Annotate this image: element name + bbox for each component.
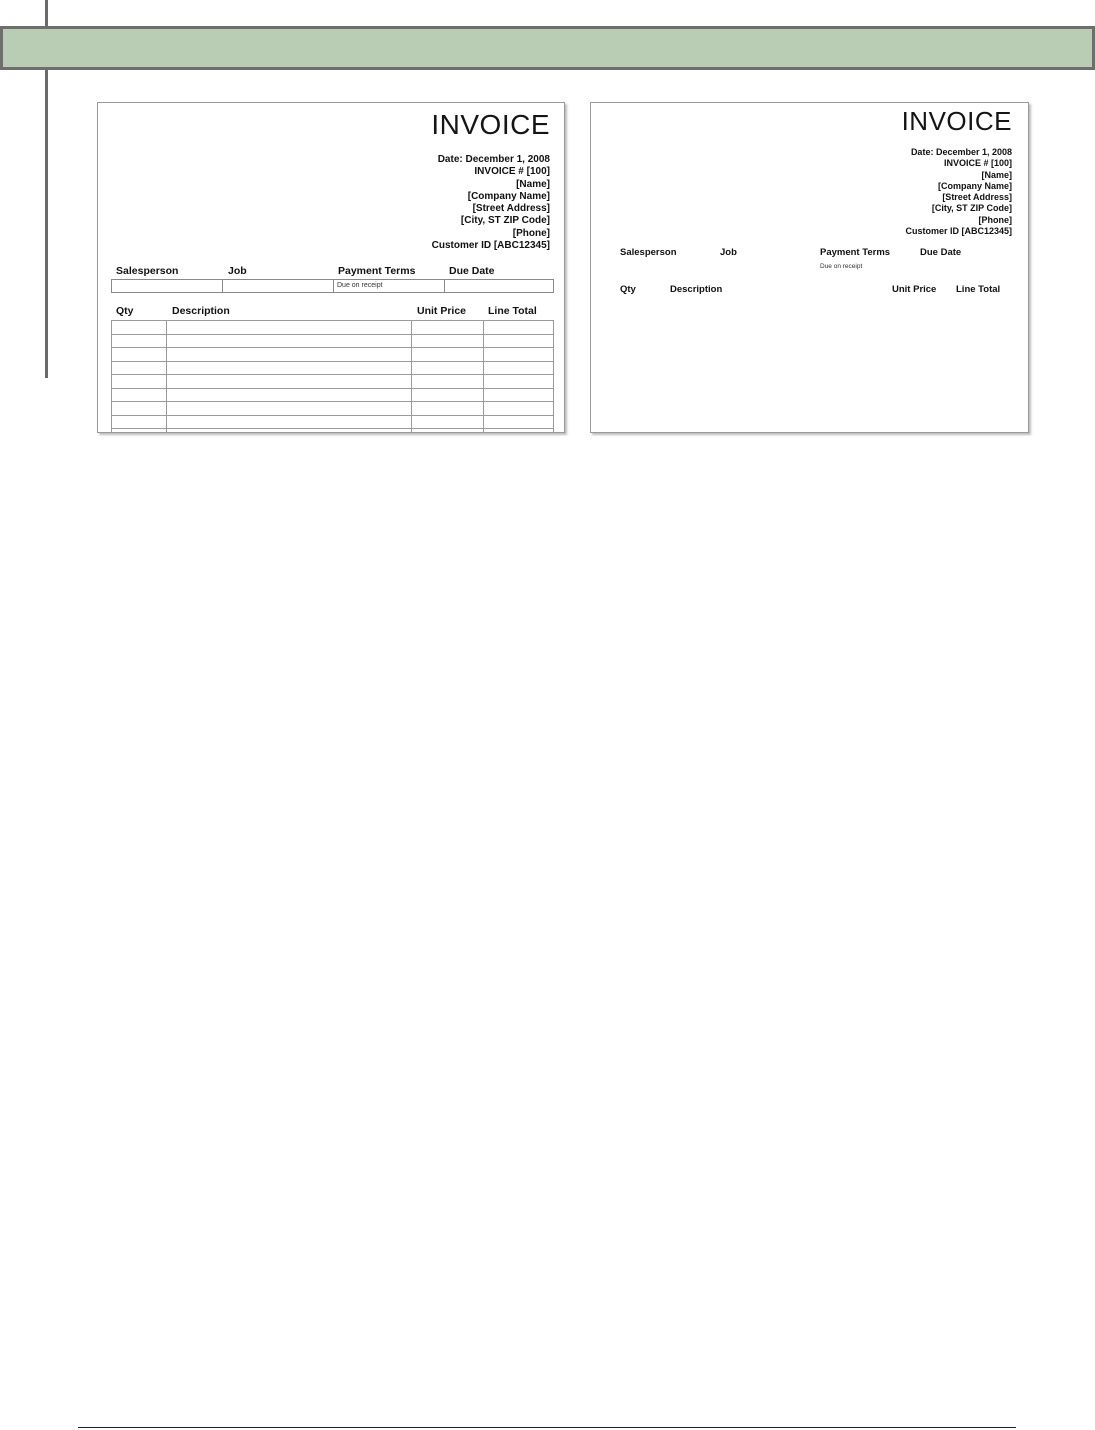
description-header: Description <box>670 284 723 295</box>
customer-name: [Name] <box>516 178 550 190</box>
phone: [Phone] <box>978 214 1012 225</box>
company-name: [Company Name] <box>467 190 550 202</box>
invoice-meta-block <box>432 154 550 252</box>
payment-terms-header: Payment Terms <box>820 247 891 258</box>
payment-terms-header: Payment Terms <box>338 265 416 277</box>
job-header: Job <box>720 247 737 258</box>
due-date-header: Due Date <box>449 265 495 277</box>
footer-rule <box>78 1427 1016 1428</box>
street-address: [Street Address] <box>472 203 550 215</box>
invoice-preview-with-borders <box>97 102 565 433</box>
invoice-number: INVOICE # [100] <box>474 166 550 178</box>
payment-terms-value: Due on receipt <box>820 263 863 270</box>
city-state-zip: [City, ST ZIP Code] <box>460 215 550 227</box>
company-name: [Company Name] <box>937 180 1012 191</box>
unit-price-header: Unit Price <box>892 284 937 295</box>
invoice-title: INVOICE <box>901 106 1012 136</box>
customer-name: [Name] <box>981 169 1012 180</box>
line-items-table <box>111 320 554 433</box>
header-band <box>0 26 1095 70</box>
salesperson-header: Salesperson <box>620 247 677 258</box>
invoice-date: Date: December 1, 2008 <box>437 154 550 165</box>
phone: [Phone] <box>512 227 550 239</box>
salesperson-header: Salesperson <box>116 265 179 277</box>
qty-header: Qty <box>116 305 134 317</box>
street-address: [Street Address] <box>942 192 1012 203</box>
invoice-title: INVOICE <box>431 109 550 140</box>
customer-id: Customer ID [ABC12345] <box>431 240 550 252</box>
line-total-header: Line Total <box>956 284 1001 295</box>
invoice-preview-without-borders <box>590 102 1029 433</box>
job-header: Job <box>228 265 247 277</box>
qty-header: Qty <box>620 284 636 295</box>
unit-price-header: Unit Price <box>417 305 467 317</box>
due-date-header: Due Date <box>920 247 962 258</box>
terms-row <box>111 279 554 293</box>
city-state-zip: [City, ST ZIP Code] <box>931 203 1012 214</box>
payment-terms-value: Due on receipt <box>337 282 383 289</box>
description-header: Description <box>172 305 230 317</box>
invoice-number: INVOICE # [100] <box>943 158 1012 169</box>
invoice-date: Date: December 1, 2008 <box>910 147 1012 157</box>
line-total-header: Line Total <box>488 305 537 317</box>
customer-id: Customer ID [ABC12345] <box>905 226 1012 237</box>
invoice-meta-block <box>905 147 1012 237</box>
